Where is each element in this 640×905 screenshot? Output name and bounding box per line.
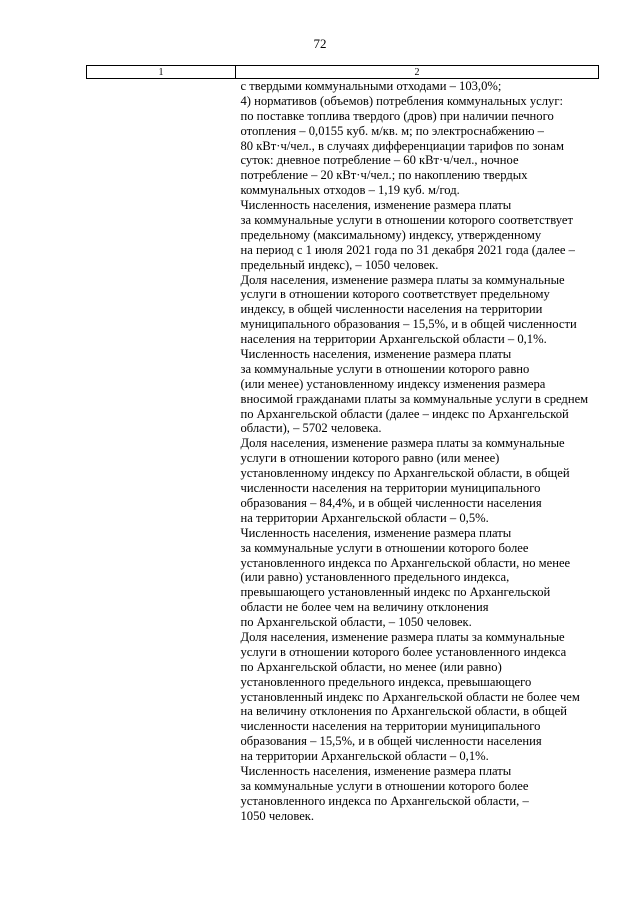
- text-line: установленному индексу по Архангельской области, в общей: [240, 466, 570, 481]
- text-line: установленного индекса по Архангельской области, –: [240, 793, 529, 808]
- text-line: Доля населения, изменение размера платы за коммунальные: [240, 629, 565, 644]
- text-line: муниципального образования – 15,5%, и в общей численности: [240, 317, 577, 332]
- text-line: на величину отклонения по Архангельской области, в общей: [240, 704, 567, 719]
- text-line: численности населения на территории муниципального: [240, 719, 541, 734]
- text-line: предельному (максимальному) индексу, утвержденному: [240, 227, 542, 242]
- text-line: 4) нормативов (объемов) потребления коммунальных услуг:: [240, 93, 563, 108]
- text-line: установленного предельного индекса, превышающего: [240, 674, 532, 689]
- text-line: Доля населения, изменение размера платы за коммунальные: [240, 272, 565, 287]
- text-line: установленного индекса по Архангельской области, но менее: [240, 555, 571, 570]
- text-line: коммунальных отходов – 1,19 куб. м/год.: [240, 183, 460, 198]
- text-line: услуги в отношении которого соответствует предельному: [240, 287, 550, 302]
- table-cell-col2: [236, 79, 599, 824]
- text-line: численности населения на территории муниципального: [240, 481, 541, 496]
- text-line: области), – 5702 человека.: [240, 421, 382, 436]
- table-row: [87, 79, 599, 824]
- text-line: образования – 15,5%, и в общей численности населения: [240, 734, 542, 749]
- text-line: 1050 человек.: [240, 808, 315, 823]
- text-line: превышающего установленный индекс по Архангельской: [240, 585, 551, 600]
- text-line: на период с 1 июля 2021 года по 31 декабря 2021 года (далее –: [240, 242, 575, 257]
- text-line: с твердыми коммунальными отходами – 103,0%;: [240, 79, 502, 93]
- text-line: по Архангельской области (далее – индекс по Архангельской: [240, 406, 569, 421]
- text-line: предельный индекс), – 1050 человек.: [240, 257, 439, 272]
- text-line: суток: дневное потребление – 60 кВт·ч/чел., ночное: [240, 153, 519, 168]
- text-line: потребление – 20 кВт·ч/чел.; по накоплению твердых: [240, 168, 528, 183]
- text-line: Доля населения, изменение размера платы за коммунальные: [240, 436, 565, 451]
- text-line: отопления – 0,0155 куб. м/кв. м; по электроснабжению –: [240, 123, 544, 138]
- text-line: по Архангельской области, но менее (или равно): [240, 659, 502, 674]
- text-line: за коммунальные услуги в отношении которого более: [240, 778, 529, 793]
- text-line: области не более чем на величину отклонения: [240, 600, 489, 615]
- text-line: индексу, в общей численности населения на территории: [240, 302, 543, 317]
- text-line: на территории Архангельской области – 0,5%.: [240, 510, 489, 525]
- text-line: по Архангельской области, – 1050 человек.: [240, 615, 472, 630]
- text-line: Численность населения, изменение размера платы: [240, 525, 512, 540]
- text-line: на территории Архангельской области – 0,1%.: [240, 749, 489, 764]
- text-line: услуги в отношении которого более установленного индекса: [240, 644, 567, 659]
- text-line: Численность населения, изменение размера платы: [240, 763, 512, 778]
- text-line: по поставке топлива твердого (дров) при наличии печного: [240, 108, 554, 123]
- text-line: за коммунальные услуги в отношении которого соответствует: [240, 213, 573, 228]
- text-body: [241, 79, 599, 824]
- text-line: населения на территории Архангельской области – 0,1%.: [240, 332, 547, 347]
- column-header-2: 2: [236, 66, 599, 79]
- text-line: вносимой гражданами платы за коммунальные услуги в среднем: [240, 391, 589, 406]
- text-line: за коммунальные услуги в отношении которого равно: [240, 361, 530, 376]
- text-line: 80 кВт·ч/чел., в случаях дифференциации тарифов по зонам: [240, 138, 564, 153]
- text-line: за коммунальные услуги в отношении которого более: [240, 540, 529, 555]
- text-line: образования – 84,4%, и в общей численности населения: [240, 495, 542, 510]
- table-cell-col1: [87, 79, 236, 824]
- text-line: (или менее) установленному индексу изменения размера: [240, 376, 546, 391]
- page-number: 72: [313, 36, 327, 51]
- table-header-row: [87, 66, 599, 79]
- document-table: [86, 65, 599, 824]
- column-header-1: 1: [87, 66, 236, 79]
- text-line: услуги в отношении которого равно (или менее): [240, 451, 500, 466]
- text-line: установленный индекс по Архангельской области не более чем: [240, 689, 580, 704]
- text-line: Численность населения, изменение размера платы: [240, 347, 512, 362]
- text-line: (или равно) установленного предельного индекса,: [240, 570, 510, 585]
- text-line: Численность населения, изменение размера платы: [240, 198, 512, 213]
